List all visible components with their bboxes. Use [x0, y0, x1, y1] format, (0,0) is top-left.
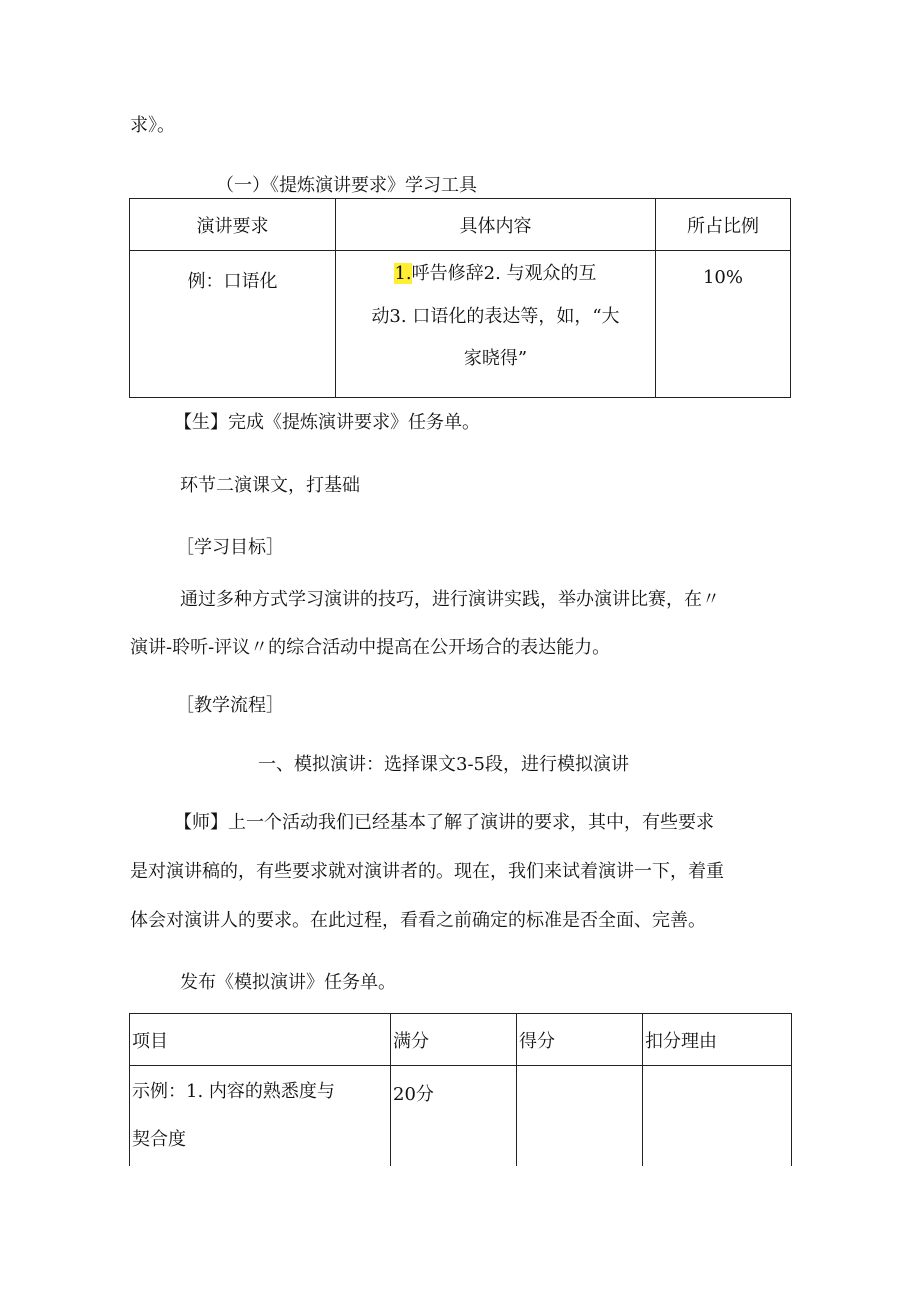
section-heading-2: 环节二演课文，打基础 — [180, 475, 360, 496]
highlight-mark: 1. — [394, 263, 412, 284]
publish-task: 发布《模拟演讲》任务单。 — [180, 972, 396, 993]
table2-header-item: 项目 — [130, 1014, 391, 1066]
table1-header-requirement: 演讲要求 — [130, 199, 336, 251]
learning-goal-line-2: 演讲-聆听-评议〃的综合活动中提高在公开场合的表达能力。 — [130, 637, 611, 658]
learning-goal-label: ［学习目标］ — [176, 537, 284, 558]
teacher-line-2: 是对演讲稿的，有些要求就对演讲者的。现在，我们来试着演讲一下，着重 — [130, 861, 724, 882]
table2-header-score: 得分 — [517, 1014, 643, 1066]
table2-header-reason: 扣分理由 — [643, 1014, 792, 1066]
requirement-text: 例：口语化 — [187, 271, 278, 292]
paragraph-continuation: 求》。 — [130, 115, 175, 136]
table1-cell-ratio — [656, 251, 791, 398]
full-score-text: 20分 — [393, 1084, 434, 1105]
table2-header-full-score: 满分 — [391, 1014, 517, 1066]
item-line-2: 契合度 — [132, 1129, 186, 1150]
content-line-1: 1.呼告修辞2. 与观众的互 — [394, 263, 597, 284]
table1-cell-content — [336, 251, 656, 398]
teacher-line-3: 体会对演讲人的要求。在此过程，看看之前确定的标准是否全面、完善。 — [130, 910, 706, 931]
student-task: 【生】完成《提炼演讲要求》任务单。 — [174, 412, 480, 433]
teaching-flow-label: ［教学流程］ — [176, 695, 284, 716]
learning-goal-line-1: 通过多种方式学习演讲的技巧，进行演讲实践，举办演讲比赛，在〃 — [180, 589, 720, 610]
teacher-line-1: 【师】上一个活动我们已经基本了解了演讲的要求，其中，有些要求 — [174, 812, 714, 833]
table2-cell-reason[interactable] — [643, 1066, 792, 1166]
speech-requirements-table — [129, 198, 791, 398]
table1-cell-requirement — [130, 251, 336, 398]
mock-speech-scoring-table — [129, 1013, 792, 1166]
table1-caption: （一）《提炼演讲要求》学习工具 — [216, 175, 477, 196]
item-line-1: 示例：1. 内容的熟悉度与 — [132, 1081, 335, 1102]
table1-header-ratio: 所占比例 — [656, 199, 791, 251]
step-1-heading: 一、模拟演讲：选择课文3-5段，进行模拟演讲 — [258, 754, 629, 775]
table2-cell-score[interactable] — [517, 1066, 643, 1166]
table2-cell-item — [130, 1066, 391, 1166]
ratio-text: 10% — [702, 267, 743, 288]
content-line-2: 动3. 口语化的表达等，如，“大 — [371, 306, 620, 327]
table1-header-content: 具体内容 — [336, 199, 656, 251]
content-line-3: 家晓得” — [463, 348, 528, 369]
table2-cell-full-score — [391, 1066, 517, 1166]
